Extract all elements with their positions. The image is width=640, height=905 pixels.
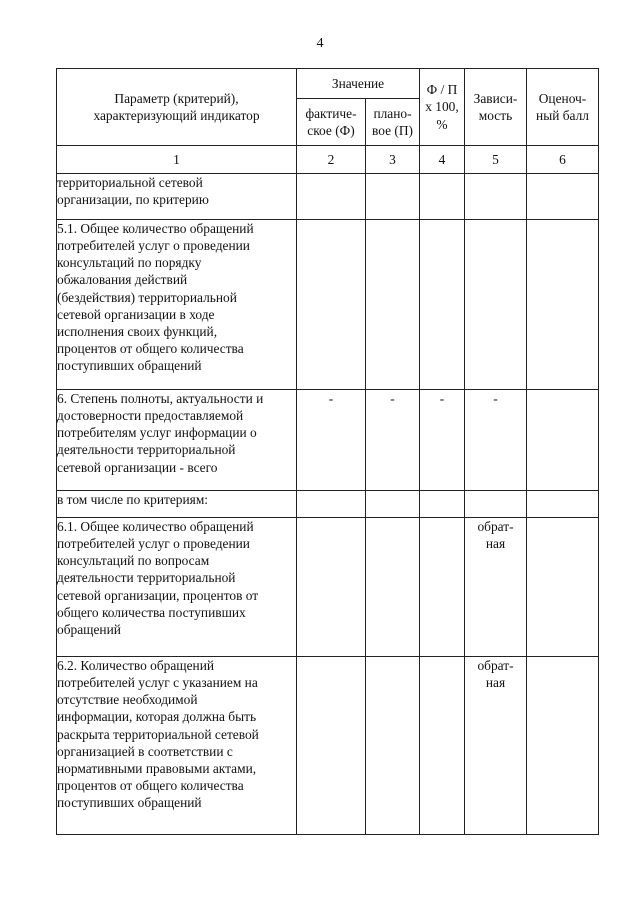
row-dependence [465, 220, 527, 390]
row-ratio [420, 220, 465, 390]
table-row [57, 491, 599, 518]
row-ratio [420, 174, 465, 220]
row-actual: - [297, 390, 366, 491]
table-row [57, 390, 599, 491]
row-criterion-text: 6.2. Количество обращений потребителей услуг с указанием на отсутствие необходимой информации, которая должна быть раскрыта территориальной сетевой организацией в соответствии с нормативными правовыми актами, процентов от общего количества поступивших обращений [57, 657, 297, 835]
column-number: 3 [366, 146, 420, 174]
row-criterion-text: 6.1. Общее количество обращений потребителей услуг о проведении консультаций по вопросам деятельности территориальной сетевой организации, процентов от общего количества поступивших обращений [57, 518, 297, 657]
row-planned [366, 491, 420, 518]
row-planned [366, 518, 420, 657]
row-score [527, 518, 599, 657]
row-dependence [465, 174, 527, 220]
header-planned: плано- вое (П) [366, 99, 420, 146]
row-actual [297, 174, 366, 220]
row-dependence: - [465, 390, 527, 491]
row-ratio [420, 657, 465, 835]
row-score [527, 220, 599, 390]
column-number: 6 [527, 146, 599, 174]
row-ratio [420, 491, 465, 518]
table-row [57, 174, 599, 220]
row-score [527, 491, 599, 518]
row-planned: - [366, 390, 420, 491]
row-criterion-text: в том числе по критериям: [57, 491, 297, 518]
row-planned [366, 657, 420, 835]
header-value-group: Значение [297, 69, 420, 99]
table-row [57, 220, 599, 390]
table-row [57, 518, 599, 657]
indicator-table [56, 68, 599, 835]
row-actual [297, 491, 366, 518]
row-score [527, 174, 599, 220]
row-actual [297, 657, 366, 835]
row-criterion-text: 5.1. Общее количество обращений потребителей услуг о проведении консультаций по порядку обжалования действий (бездействия) территориальной сетевой организации в ходе исполнения своих функций, процентов от общего количества поступивших обращений [57, 220, 297, 390]
header-score: Оценоч- ный балл [527, 69, 599, 146]
row-ratio: - [420, 390, 465, 491]
table-row [57, 657, 599, 835]
row-score [527, 657, 599, 835]
row-dependence: обрат- ная [465, 657, 527, 835]
row-score [527, 390, 599, 491]
column-number: 2 [297, 146, 366, 174]
header-param: Параметр (критерий), характеризующий индикатор [57, 69, 297, 146]
column-number: 1 [57, 146, 297, 174]
row-planned [366, 174, 420, 220]
header-actual: фактиче- ское (Ф) [297, 99, 366, 146]
row-criterion-text: территориальной сетевой организации, по критерию [57, 174, 297, 220]
row-criterion-text: 6. Степень полноты, актуальности и достоверности предоставляемой потребителям услуг информации о деятельности территориальной сетевой организации - всего [57, 390, 297, 491]
column-number: 4 [420, 146, 465, 174]
column-number: 5 [465, 146, 527, 174]
row-ratio [420, 518, 465, 657]
row-dependence [465, 491, 527, 518]
header-ratio: Ф / П х 100, % [420, 69, 465, 146]
row-actual [297, 220, 366, 390]
row-actual [297, 518, 366, 657]
header-dependence: Зависи- мость [465, 69, 527, 146]
page-number: 4 [316, 36, 324, 51]
row-planned [366, 220, 420, 390]
row-dependence: обрат- ная [465, 518, 527, 657]
